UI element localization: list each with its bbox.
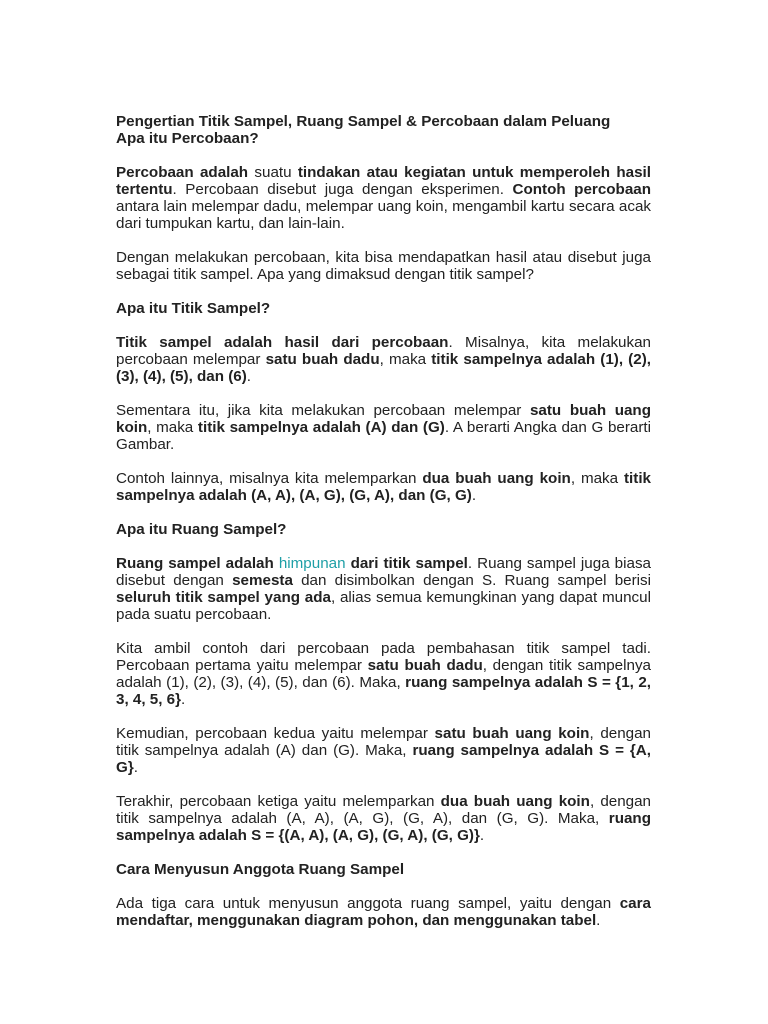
paragraph-ruang-sampel-dadu: Kita ambil contoh dari percobaan pada pembahasan titik sampel tadi. Percobaan pertama yaitu melempar satu buah dadu, dengan titik sampelnya adalah (1), (2), (3), (4), (5), dan (6). Maka, ruang sampelnya adalah S = {1, 2, 3, 4, 5, 6}.: [116, 640, 652, 708]
page-title: Pengertian Titik Sampel, Ruang Sampel & Percobaan dalam Peluang: [116, 113, 611, 130]
document-page: [116, 113, 651, 946]
paragraph-ruang-sampel-dua-koin: Terakhir, percobaan ketiga yaitu melemparkan dua buah uang koin, dengan titik sampelnya adalah (A, A), (A, G), (G, A), dan (G, G). Maka, ruang sampelnya adalah S = {(A, A), (A, G), (G, A), (G, G)}.: [116, 793, 652, 844]
term-percobaan: Percobaan adalah: [116, 164, 249, 181]
paragraph-titik-sampel-definition: Titik sampel adalah hasil dari percobaan. Misalnya, kita melakukan percobaan melempar satu buah dadu, maka titik sampelnya adalah (1), (2), (3), (4), (5), dan (6).: [116, 334, 651, 385]
title-block: [116, 113, 651, 147]
paragraph-cara-menyusun: Ada tiga cara untuk menyusun anggota ruang sampel, yaitu dengan cara mendaftar, menggunakan diagram pohon, dan menggunakan tabel.: [116, 895, 651, 929]
link-himpunan[interactable]: himpunan: [278, 555, 346, 572]
paragraph-titik-sampel-dua-koin: Contoh lainnya, misalnya kita melemparkan dua buah uang koin, maka titik sampelnya adalah (A, A), (A, G), (G, A), dan (G, G).: [116, 470, 651, 504]
heading-ruang-sampel: Apa itu Ruang Sampel?: [116, 521, 287, 538]
paragraph-percobaan: Percobaan adalah suatu tindakan atau kegiatan untuk memperoleh hasil tertentu. Percobaan disebut juga dengan eksperimen. Contoh percobaan antara lain melempar dadu, melempar uang koin, mengambil kartu secara acak dari tumpukan kartu, dan lain-lain.: [116, 164, 651, 232]
paragraph-titik-sampel-koin: Sementara itu, jika kita melakukan percobaan melempar satu buah uang koin, maka titik sampelnya adalah (A) dan (G). A berarti Angka dan G berarti Gambar.: [116, 402, 651, 453]
paragraph-intro-titik-sampel: Dengan melakukan percobaan, kita bisa mendapatkan hasil atau disebut juga sebagai titik sampel. Apa yang dimaksud dengan titik sampel?: [116, 249, 651, 283]
paragraph-ruang-sampel-koin: Kemudian, percobaan kedua yaitu melempar satu buah uang koin, dengan titik sampelnya adalah (A) dan (G). Maka, ruang sampelnya adalah S = {A, G}.: [116, 725, 652, 776]
term-titik-sampel: Titik sampel adalah hasil dari percobaan: [116, 334, 449, 351]
heading-cara-menyusun: Cara Menyusun Anggota Ruang Sampel: [116, 861, 405, 878]
term-ruang-sampel: Ruang sampel adalah: [116, 555, 279, 572]
page-subtitle: Apa itu Percobaan?: [116, 130, 259, 147]
heading-titik-sampel: Apa itu Titik Sampel?: [116, 300, 271, 317]
paragraph-ruang-sampel-definition: Ruang sampel adalah himpunan dari titik sampel. Ruang sampel juga biasa disebut dengan semesta dan disimbolkan dengan S. Ruang sampel berisi seluruh titik sampel yang ada, alias semua kemungkinan yang dapat muncul pada suatu percobaan.: [116, 555, 651, 623]
